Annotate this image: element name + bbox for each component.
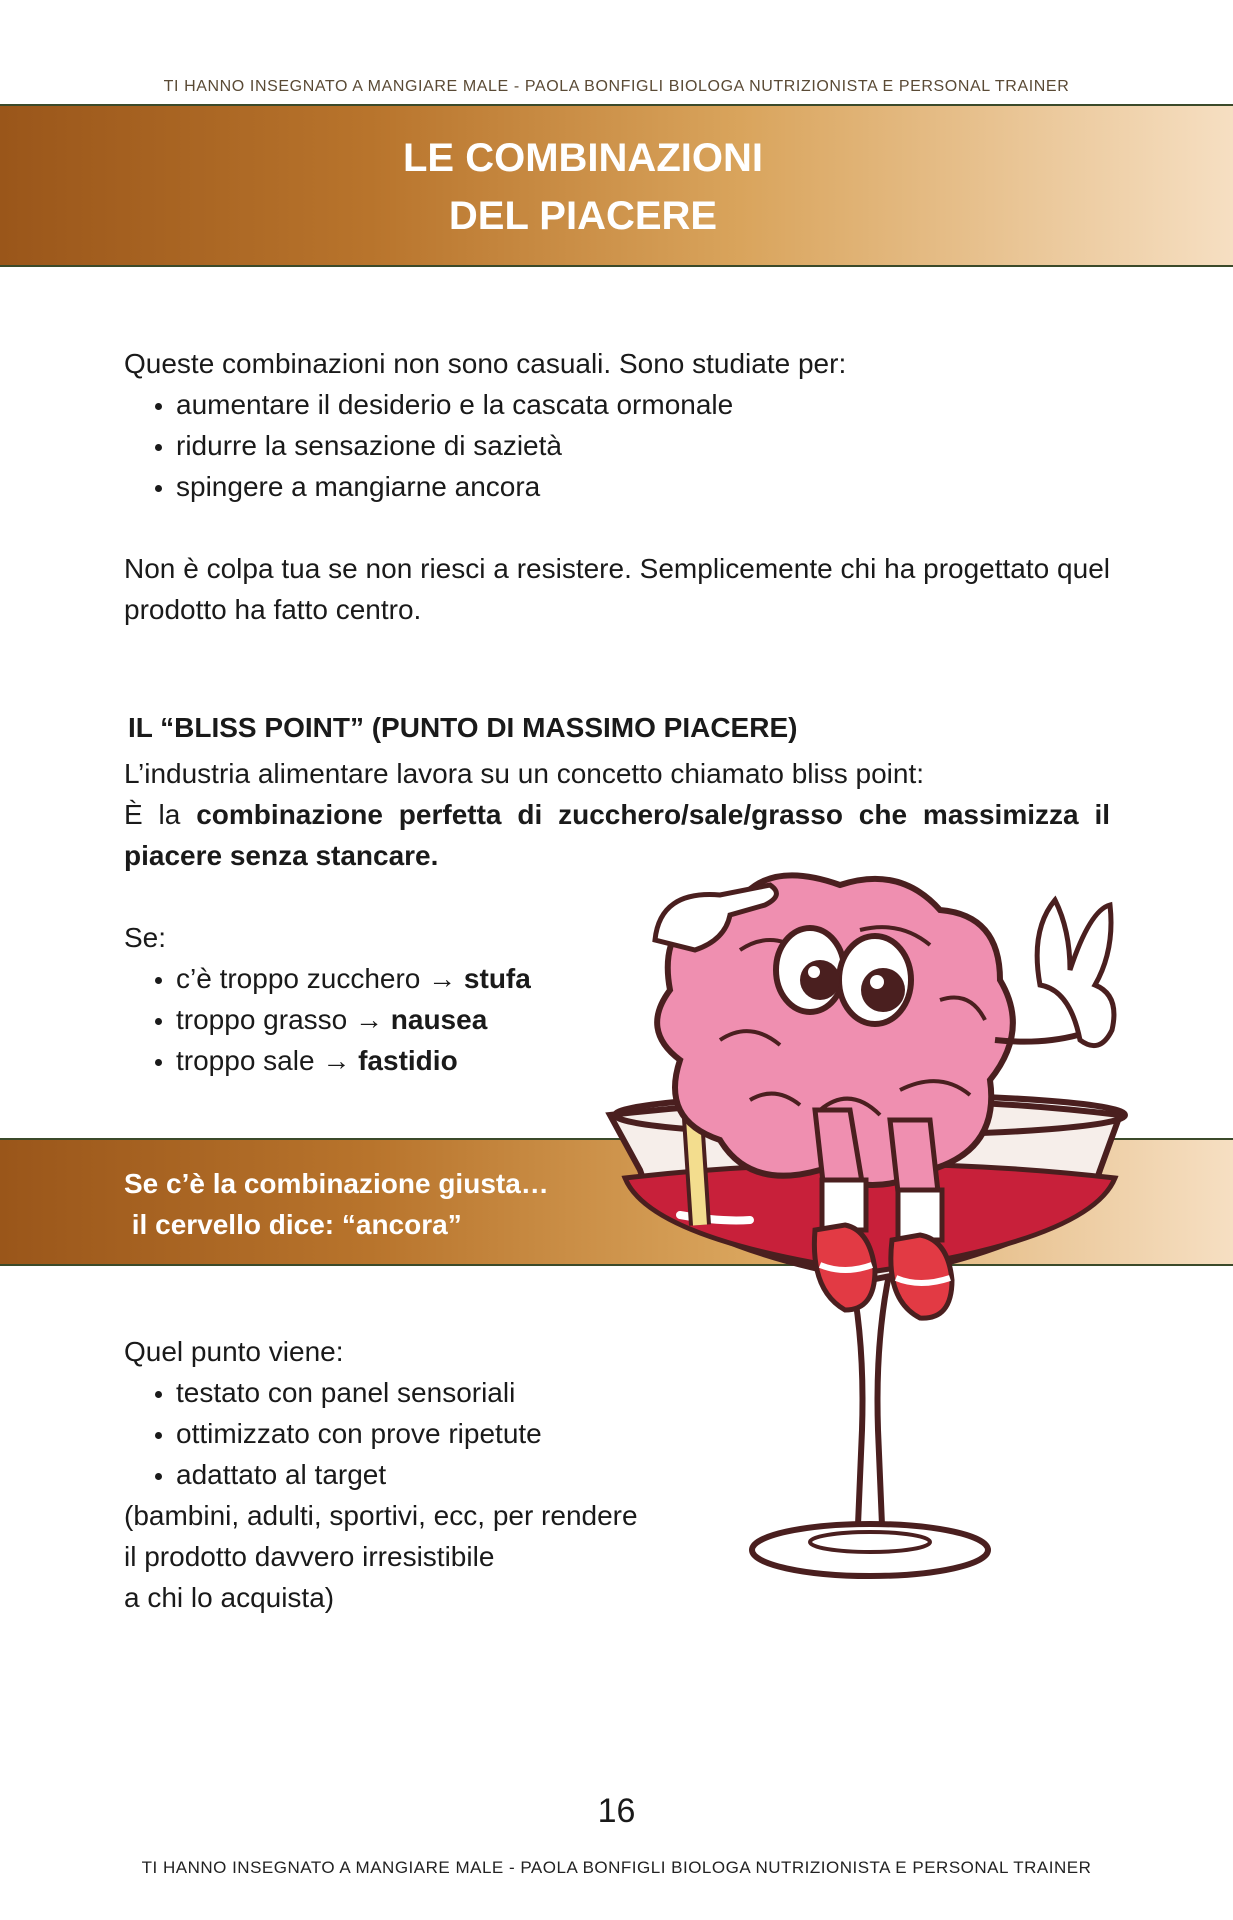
bliss-prefix: È la (124, 799, 197, 830)
running-footer: TI HANNO INSEGNATO A MANGIARE MALE - PAOLA BONFIGLI BIOLOGA NUTRIZIONISTA E PERSONAL TRAINER (141, 1858, 1092, 1877)
se-item-text: troppo sale → (176, 1045, 359, 1076)
list-item (176, 1040, 531, 1081)
quel-tail-2: il prodotto davvero irresistibile (124, 1541, 495, 1572)
list-item: • ottimizzato con prove ripetute (176, 1413, 542, 1454)
bliss-bold: combinazione perfetta di zucchero/sale/grasso che massimizza il piacere senza stancare. (124, 799, 1111, 871)
list-item (176, 999, 531, 1040)
page-title-line-2: DEL PIACERE (448, 194, 718, 238)
callout-line-2: il cervello dice: “ancora” (124, 1209, 462, 1240)
se-item-text: troppo grasso → (176, 1004, 391, 1035)
quel-tail-1: (bambini, adulti, sportivi, ecc, per rendere (124, 1500, 638, 1531)
bliss-line-2 (124, 794, 1110, 876)
callout-line-1: Se c’è la combinazione giusta… (124, 1168, 549, 1199)
quel-lead: Quel punto viene: (124, 1336, 344, 1367)
intro-bullet-list (124, 384, 733, 507)
page-title-line-1: LE COMBINAZIONI (403, 136, 763, 180)
bliss-heading: IL “BLISS POINT” (PUNTO DI MASSIMO PIACERE) (128, 712, 798, 743)
se-item-bold: nausea (390, 1004, 488, 1035)
note-paragraph: Non è colpa tua se non riesci a resistere. Semplicemente chi ha progettato quel prodotto ha fatto centro. (124, 553, 1110, 625)
se-item-text: c’è troppo zucchero → (176, 963, 464, 994)
intro-lead: Queste combinazioni non sono casuali. Sono studiate per: (124, 348, 847, 379)
brain-cocktail-illustration (600, 870, 1220, 1590)
se-lead: Se: (124, 922, 167, 953)
quel-tail-3: a chi lo acquista) (124, 1582, 335, 1613)
quel-bullet-list (124, 1372, 542, 1495)
se-item-bold: stufa (463, 963, 531, 994)
list-item: • ridurre la sensazione di sazietà (176, 425, 733, 466)
bliss-line-1: L’industria alimentare lavora su un concetto chiamato bliss point: (124, 758, 924, 789)
se-item-bold: fastidio (358, 1045, 458, 1076)
list-item: • adattato al target (176, 1454, 542, 1495)
list-item: • testato con panel sensoriali (176, 1372, 542, 1413)
running-header: TI HANNO INSEGNATO A MANGIARE MALE - PAOLA BONFIGLI BIOLOGA NUTRIZIONISTA E PERSONAL TRAINER (163, 78, 1070, 95)
list-item (176, 958, 531, 999)
page-number: 16 (597, 1792, 636, 1830)
list-item: • spingere a mangiarne ancora (176, 466, 733, 507)
title-band (0, 104, 1233, 267)
list-item: • aumentare il desiderio e la cascata ormonale (176, 384, 733, 425)
se-list (124, 958, 531, 1081)
